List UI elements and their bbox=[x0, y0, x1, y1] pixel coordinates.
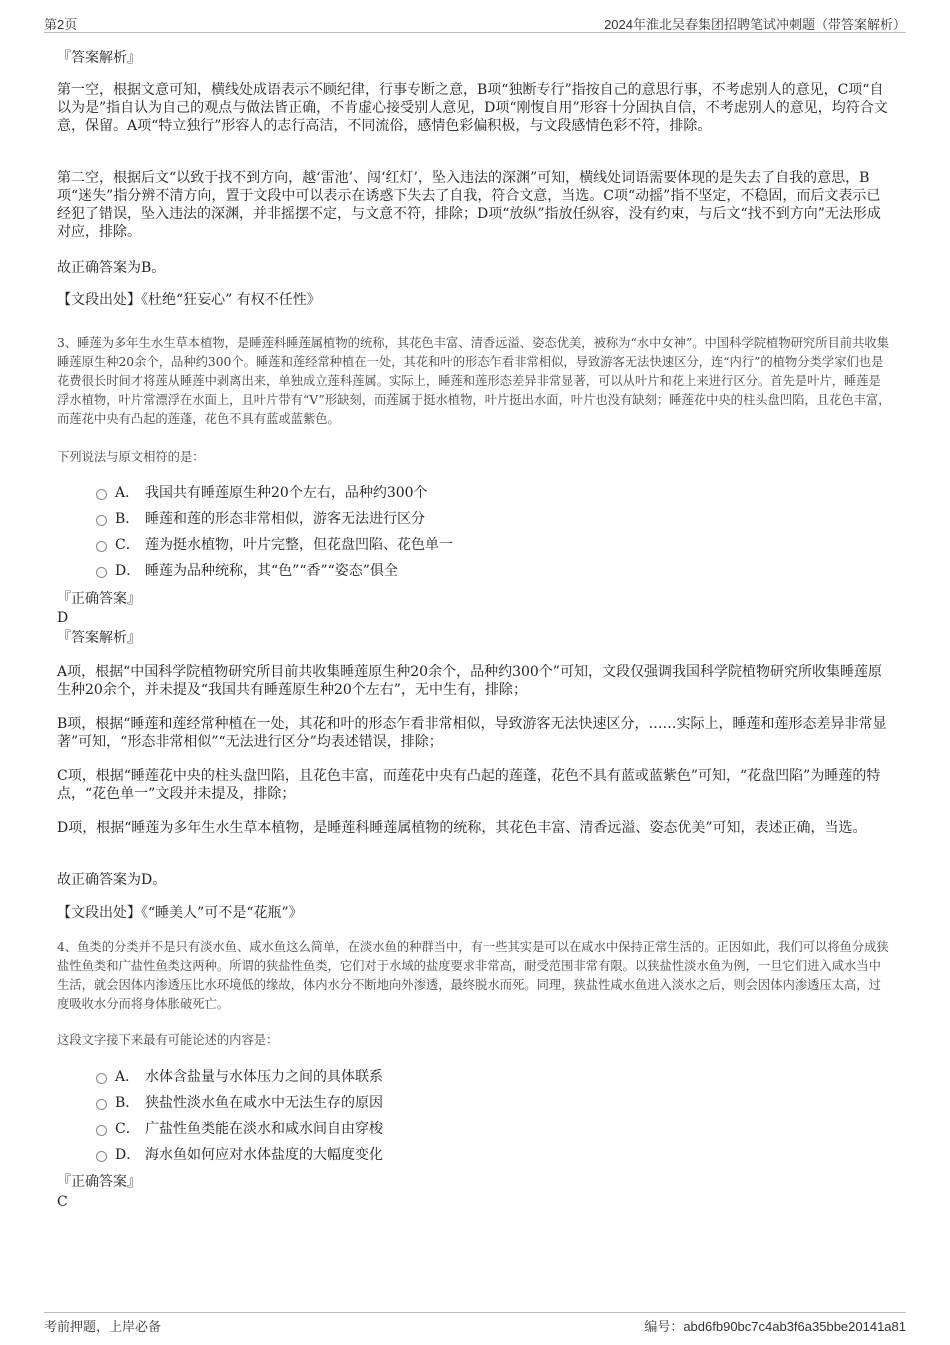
document-title: 2024年淮北吴春集团招聘笔试冲刺题（带答案解析） bbox=[604, 17, 906, 32]
analysis-item-b: B项，根据“睡莲和莲经常种植在一处，其花和叶的形态乍看非常相似，导致游客无法快速区分，……实际上，睡莲和莲形态差异非常显著”可知，“形态非常相似”“无法进行区分”均表述错误，排除； bbox=[57, 716, 887, 750]
radio-icon[interactable] bbox=[96, 1151, 107, 1162]
page-footer bbox=[44, 1312, 906, 1335]
radio-icon[interactable] bbox=[96, 1099, 107, 1110]
radio-icon[interactable] bbox=[96, 567, 107, 578]
question-4-option-d[interactable]: D． 海水鱼如何应对水体盐度的大幅度变化 bbox=[96, 1145, 696, 1165]
question-3-prompt: 下列说法与原文相符的是： bbox=[57, 450, 205, 464]
page-number: 第2页 bbox=[44, 17, 78, 32]
analysis-paragraph-1: 第一空，根据文意可知，横线处成语表示不顾纪律，行事专断之意，B项“独断专行”指按自己的意思行事，不考虑别人的意见，C项“自以为是”指自认为自己的观点与做法皆正确，不肯虚心接受别人意见，D项“刚愎自用”形容十分固执自信，不考虑别人的意见，均符合文意，保留。A项“特立独行”形容人的志行高洁，不同流俗，感情色彩偏积极，与文段感情色彩不符，排除。 bbox=[57, 82, 888, 134]
question-3-option-b[interactable]: B． 睡莲和莲的形态非常相似，游客无法进行区分 bbox=[96, 509, 696, 529]
analysis-item-d: D项，根据“睡莲为多年生水生草本植物，是睡莲科睡莲属植物的统称，其花色丰富、清香远溢、姿态优美”可知，表述正确，当选。 bbox=[57, 820, 867, 836]
analysis-label: 『答案解析』 bbox=[57, 630, 141, 646]
question-4-option-a[interactable]: A． 水体含盐量与水体压力之间的具体联系 bbox=[96, 1067, 696, 1087]
document-id: 编号：abd6fb90bc7c4ab3f6a35bbe20141a81 bbox=[644, 1319, 906, 1334]
analysis-paragraph-2: 第二空，根据后文“以致于找不到方向，越‘雷池’、闯‘红灯’，坠入违法的深渊”可知，横线处词语需要体现的是失去了自我的意思，B项“迷失”指分辨不清方向，置于文段中可以表示在诱惑下失去了自我，符合文意，当选。C项“动摇”指不坚定，不稳固，而后文表示已经犯了错误，坠入违法的深渊，并非摇摆不定，与文意不符，排除；D项“放纵”指放任纵容，没有约束，与后文“找不到方向”无法形成对应，排除。 bbox=[57, 170, 881, 240]
correct-answer-label: 『正确答案』 bbox=[57, 1174, 141, 1190]
correct-answer: C bbox=[57, 1194, 68, 1210]
radio-icon[interactable] bbox=[96, 515, 107, 526]
source-citation: 【文段出处】《杜绝“狂妄心” 有权不任性》 bbox=[57, 292, 321, 308]
radio-icon[interactable] bbox=[96, 1073, 107, 1084]
radio-icon[interactable] bbox=[96, 1125, 107, 1136]
radio-icon[interactable] bbox=[96, 541, 107, 552]
footer-slogan: 考前押题，上岸必备 bbox=[44, 1319, 162, 1334]
question-3-option-a[interactable]: A． 我国共有睡莲原生种20个左右，品种约300个 bbox=[96, 483, 696, 503]
correct-answer-label: 『正确答案』 bbox=[57, 591, 141, 607]
source-citation: 【文段出处】《“睡美人”可不是“花瓶”》 bbox=[57, 905, 303, 921]
radio-icon[interactable] bbox=[96, 489, 107, 500]
question-3-option-c[interactable]: C． 莲为挺水植物，叶片完整，但花盘凹陷、花色单一 bbox=[96, 535, 696, 555]
conclusion: 故正确答案为D。 bbox=[57, 872, 167, 888]
page-header bbox=[44, 12, 906, 33]
correct-answer: D bbox=[57, 610, 69, 626]
question-4-prompt: 这段文字接下来最有可能论述的内容是： bbox=[57, 1033, 279, 1047]
analysis-item-a: A项，根据“中国科学院植物研究所目前共收集睡莲原生种20余个，品种约300个”可知，文段仅强调我国科学院植物研究所收集睡莲原生种20余个，并未提及“我国共有睡莲原生种20个左右”，无中生有，排除； bbox=[57, 664, 882, 698]
analysis-item-c: C项，根据“睡莲花中央的柱头盘凹陷，且花色丰富，而莲花中央有凸起的莲蓬，花色不具有蓝或蓝紫色”可知，“花盘凹陷”为睡莲的特点，“花色单一”文段并未提及，排除； bbox=[57, 768, 881, 802]
question-4-option-c[interactable]: C． 广盐性鱼类能在淡水和咸水间自由穿梭 bbox=[96, 1119, 696, 1139]
question-4-passage: 4、鱼类的分类并不是只有淡水鱼、咸水鱼这么简单，在淡水鱼的种群当中，有一些其实是可以在咸水中保持正常生活的。正因如此，我们可以将鱼分成狭盐性鱼类和广盐性鱼类这两种。所谓的狭盐性鱼类，它们对于水域的盐度要求非常高，耐受范围非常有限。以狭盐性淡水鱼为例，一旦它们进入咸水当中生活，就会因体内渗透压比水环境低的缘故，体内水分不断地向外渗透，最终脱水而死。同理，狭盐性咸水鱼进入淡水之后，则会因体内渗透压太高，过度吸收水分而将身体胀破死亡。 bbox=[57, 940, 889, 1011]
question-3-passage: 3、睡莲为多年生水生草本植物，是睡莲科睡莲属植物的统称，其花色丰富、清香远溢、姿态优美，被称为“水中女神”。中国科学院植物研究所目前共收集睡莲原生种20余个，品种约300个。睡莲和莲经常种植在一处，其花和叶的形态乍看非常相似，导致游客无法快速区分，连“内行”的植物分类学家们也是花费很长时间才将莲从睡莲中剥离出来，单独成立莲科莲属。实际上，睡莲和莲形态差异非常显著，可以从叶片和花上来进行区分。首先是叶片，睡莲是浮水植物，叶片常漂浮在水面上，且叶片带有“V”形缺刻，而莲属于挺水植物，叶片挺出水面，叶片也没有缺刻；睡莲花中央的柱头盘凹陷，且花色丰富，而莲花中央有凸起的莲蓬，花色不具有蓝或蓝紫色。 bbox=[57, 336, 891, 426]
question-3-option-d[interactable]: D． 睡莲为品种统称，其“色”“香”“姿态”俱全 bbox=[96, 561, 696, 581]
conclusion: 故正确答案为B。 bbox=[57, 260, 166, 276]
question-4-option-b[interactable]: B． 狭盐性淡水鱼在咸水中无法生存的原因 bbox=[96, 1093, 696, 1113]
analysis-label: 『答案解析』 bbox=[57, 50, 141, 66]
